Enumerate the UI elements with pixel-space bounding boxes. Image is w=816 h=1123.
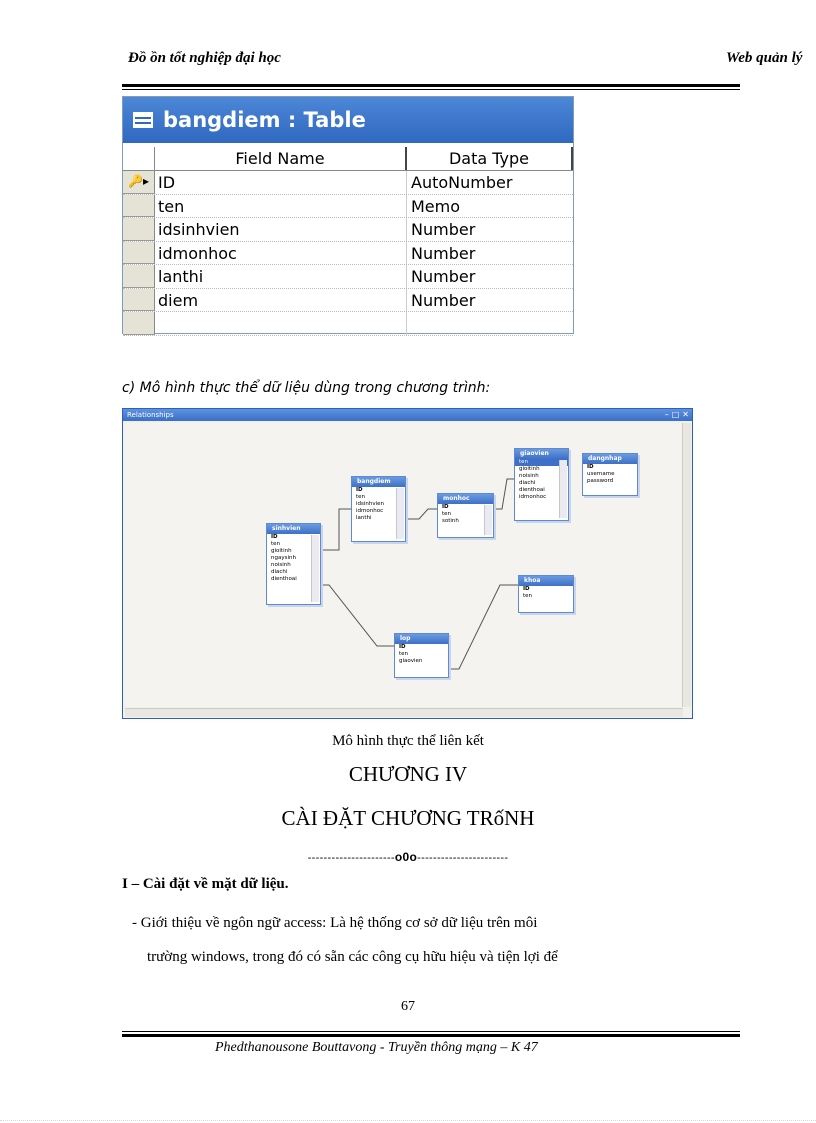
- col-field-name: Field Name: [155, 147, 407, 170]
- design-title-bar: [123, 97, 573, 143]
- data-type-cell[interactable]: Number: [411, 220, 476, 239]
- data-type-cell[interactable]: Number: [411, 267, 476, 286]
- entity-monhoc[interactable]: monhoc ID ten sotinh: [437, 493, 494, 538]
- field-name-cell[interactable]: lanthi: [155, 265, 407, 288]
- footer-text: Phedthanousone Bouttavong - Truyền thông mạng – K 47: [215, 1040, 538, 1055]
- close-icon[interactable]: ✕: [682, 410, 689, 419]
- field-name-cell[interactable]: idmonhoc: [155, 242, 407, 265]
- page-edge: [0, 1120, 816, 1121]
- paragraph-line: - Giới thiệu về ngôn ngữ access: Là hệ thống cơ sở dữ liệu trên môi: [132, 915, 538, 931]
- design-title: bangdiem : Table: [163, 108, 366, 132]
- entity-scrollbar[interactable]: [559, 460, 567, 518]
- footer-rule: [122, 1034, 740, 1037]
- rel-line-bangdiem-monhoc: [406, 509, 437, 519]
- relationships-canvas: [125, 423, 683, 707]
- data-type-cell[interactable]: Number: [411, 290, 476, 310]
- field-name-cell[interactable]: ten: [155, 195, 407, 218]
- header-right: Web quản lý: [726, 50, 803, 66]
- entity-lop[interactable]: lop ID ten giaovien: [394, 633, 449, 678]
- horizontal-scrollbar[interactable]: [125, 708, 683, 717]
- rel-line-lop-khoa: [449, 585, 518, 669]
- entity-scrollbar[interactable]: [311, 535, 319, 602]
- primary-key-icon[interactable]: 🔑▸: [123, 171, 155, 194]
- data-type-cell[interactable]: Number: [411, 243, 476, 263]
- header-left: Đồ ồn tốt nghiệp đại học: [128, 50, 281, 66]
- table-row[interactable]: [123, 195, 573, 219]
- table-row[interactable]: [123, 289, 573, 313]
- row-selector[interactable]: [123, 265, 155, 288]
- rel-line-sinhvien-bangdiem: [321, 509, 351, 550]
- relationships-title: Relationships: [127, 411, 174, 419]
- page-number: 67: [401, 999, 415, 1014]
- rel-line-sinhvien-lop: [321, 585, 394, 646]
- entity-sinhvien[interactable]: sinhvien ID ten gioitinh ngaysinh noisinh diachi dienthoai: [266, 523, 321, 605]
- table-row[interactable]: [123, 242, 573, 266]
- data-type-cell[interactable]: Memo: [411, 196, 461, 216]
- relationships-title-bar: [123, 409, 692, 421]
- row-selector[interactable]: [123, 195, 155, 218]
- table-icon: [133, 112, 153, 128]
- row-selector[interactable]: [123, 218, 155, 241]
- figure-caption: Mô hình thực thể liên kết: [332, 733, 484, 749]
- grid-header: [123, 147, 573, 171]
- field-name-cell[interactable]: ID: [155, 171, 407, 194]
- section-c-label: c) Mô hình thực thể dữ liệu dùng trong chương trình:: [122, 380, 491, 396]
- section-heading: I – Cài đặt về mặt dữ liệu.: [122, 876, 289, 892]
- table-row[interactable]: [123, 265, 573, 289]
- entity-bangdiem[interactable]: bangdiem ID ten idsinhvien idmonhoc lanthi: [351, 476, 406, 542]
- header-rule: [122, 84, 740, 87]
- minimize-icon[interactable]: –: [664, 410, 669, 419]
- row-selector[interactable]: [123, 242, 155, 265]
- col-data-type: Data Type: [407, 147, 573, 170]
- table-row[interactable]: [123, 312, 573, 336]
- entity-giaovien[interactable]: giaovien ten gioitinh noisinh diachi dienthoai idmonhoc: [514, 448, 569, 521]
- table-row[interactable]: [123, 218, 573, 242]
- chapter-number: CHƯƠNG IV: [348, 762, 468, 786]
- entity-scrollbar[interactable]: [484, 505, 492, 535]
- field-name-cell[interactable]: idsinhvien: [155, 218, 407, 241]
- entity-scrollbar[interactable]: [396, 488, 404, 539]
- entity-dangnhap[interactable]: dangnhap ID username password: [582, 453, 638, 496]
- relationships-window: [122, 408, 693, 719]
- data-type-cell[interactable]: AutoNumber: [411, 173, 513, 192]
- paragraph-line: trường windows, trong đó có sẵn các công cụ hữu hiệu và tiện lợi để: [147, 949, 558, 965]
- chapter-title: CÀI ĐẶT CHƯƠNG TRốNH: [281, 806, 535, 830]
- rel-line-monhoc-giaovien: [494, 479, 514, 509]
- row-selector[interactable]: [123, 289, 155, 312]
- row-selector[interactable]: [123, 312, 155, 335]
- vertical-scrollbar[interactable]: [682, 423, 691, 707]
- maximize-icon[interactable]: □: [671, 410, 680, 419]
- entity-khoa[interactable]: khoa ID ten: [518, 575, 574, 613]
- footer-rule-thin: [122, 1031, 740, 1032]
- field-name-cell[interactable]: diem: [155, 289, 407, 312]
- table-design-view: [122, 96, 574, 334]
- table-row[interactable]: [123, 171, 573, 195]
- field-name-cell[interactable]: [155, 312, 407, 335]
- header-rule-thin: [122, 89, 740, 90]
- data-type-cell[interactable]: [407, 312, 573, 335]
- separator: ----------------------o0o-----------------------: [307, 850, 509, 864]
